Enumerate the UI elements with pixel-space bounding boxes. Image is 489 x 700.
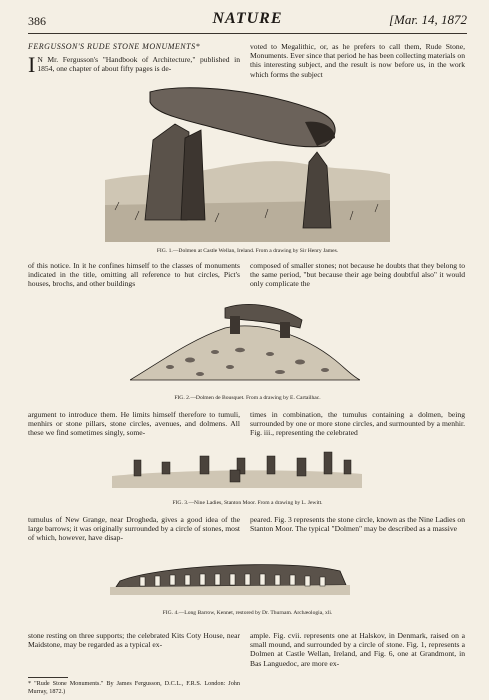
figure-4-long-barrow <box>110 555 350 595</box>
intro-text: N Mr. Fergusson's "Handbook of Architecture," published in 1854, one chapter of about fifty pages is de- <box>37 55 240 74</box>
header-rule <box>28 33 467 34</box>
figure-2-caption: FIG. 2.—Dolmen de Bousquet. From a drawing by E. Cartailhac. <box>174 395 321 401</box>
intro-paragraph <box>28 52 240 77</box>
paragraph-4-left: tumulus of New Grange, near Drogheda, gives a good idea of the large barrows; it was originally surrounded by a circle of stones, most of which, however, have disap- <box>28 515 241 543</box>
article-title: FERGUSSON'S RUDE STONE MONUMENTS* <box>28 42 201 51</box>
figure-3-stone-circle <box>112 448 362 488</box>
footnote: * "Rude Stone Monuments." By James Fergusson, D.C.L., F.R.S. London: John Murray, 1872.) <box>28 680 240 695</box>
footnote-rule <box>28 677 68 678</box>
issue-date: [Mar. 14, 1872 <box>388 12 467 27</box>
paragraph-3-left: argument to introduce them. He limits himself therefore to tumuli, menhirs or stone pillars, stone circles, avenues, and dolmens. All these we find sometimes singly, some- <box>28 410 240 438</box>
paragraph-2-left: of this notice. In it he confines himself to the classes of monuments indicated in the title, omitting all reference to hut circles, Pict's houses, brochs, and other buildings <box>28 261 240 289</box>
page-header <box>28 10 467 34</box>
figure-2-dolmen-mound <box>130 292 360 384</box>
paragraph-5-right: ample. Fig. cvii. represents one at Halskov, in Denmark, raised on a small mound, and surrounded by a circle of stone. Fig. 1, represents a Dolmen at Castle Wellan, Ireland, and Fig. 6, one at Grandmont, in Bas Languedoc, are more ex- <box>250 631 465 668</box>
col2-intro: voted to Megalithic, or, as he prefers to call them, Rude Stone, Monuments. Ever since that period he has been collecting materials on this interesting subject, and the result is now before us, in the work which forms the subject <box>250 42 465 79</box>
page-number: 386 <box>28 14 46 28</box>
paragraph-4-right: peared. Fig. 3 represents the stone circle, known as the Nine Ladies on Stanton Moor. The typical "Dolmen" may be described as a massive <box>250 515 465 534</box>
figure-1-dolmen-illustration <box>105 80 390 242</box>
journal-title: NATURE <box>212 10 283 27</box>
paragraph-5-left: stone resting on three supports; the celebrated Kits Coty House, near Maidstone, may be regarded as a typical ex- <box>28 631 240 650</box>
figure-4-caption: FIG. 4.—Long Barrow, Kennet, restored by Dr. Thurnam. Archæologia, xli. <box>162 610 333 616</box>
paragraph-3-right: times in combination, the tumulus containing a dolmen, being surrounded by one or more stone circles, and surmounted by a menhir. Fig. iii., representing the celebrated <box>250 410 465 438</box>
drop-cap: I <box>28 52 36 77</box>
paragraph-2-right: composed of smaller stones; not because he doubts that they belong to the same period, "but because their age being doubtful also" it would only complicate the <box>250 261 465 289</box>
figure-1-caption: FIG. 1.—Dolmen at Castle Wellan, Ireland. From a drawing by Sir Henry James. <box>156 248 339 254</box>
figure-3-caption: FIG. 3.—Nine Ladies, Stanton Moor. From a drawing by L. Jewitt. <box>172 500 323 506</box>
